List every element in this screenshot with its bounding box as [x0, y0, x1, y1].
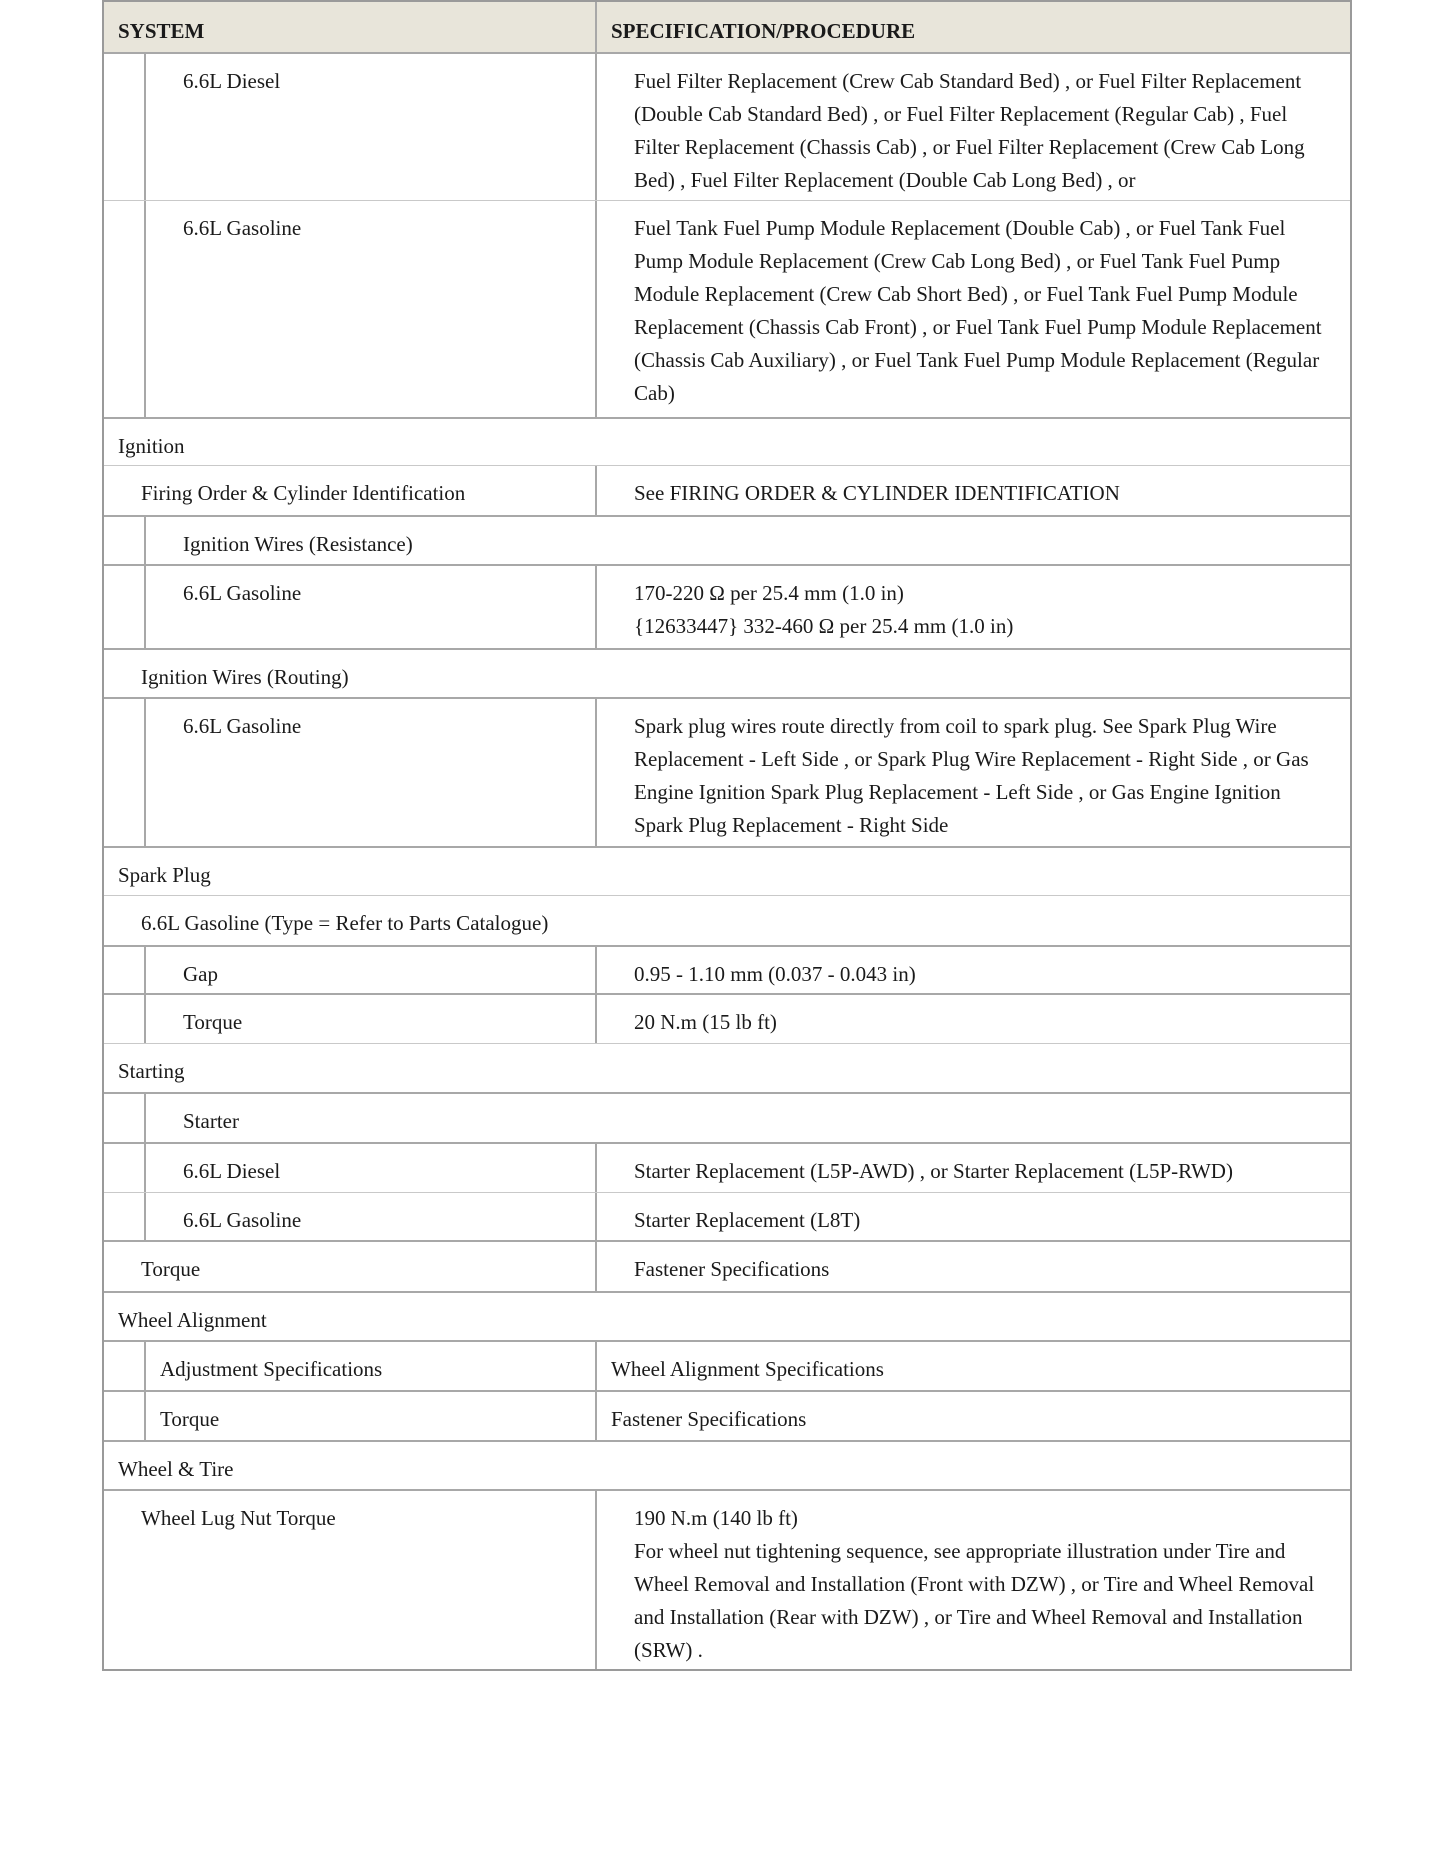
table-row: [104, 200, 1350, 417]
row-spec: 0.95 - 1.10 mm (0.037 - 0.043 in): [634, 962, 916, 986]
row-label: Firing Order & Cylinder Identification: [141, 481, 466, 505]
specification-table: [102, 0, 1352, 1671]
section-title: Wheel & Tire: [118, 1457, 234, 1481]
subsection-title: Ignition Wires (Resistance): [183, 532, 413, 556]
row-spec: Starter Replacement (L8T): [634, 1208, 861, 1232]
table-row: [104, 1390, 1350, 1440]
table-row: [104, 1142, 1350, 1192]
section-row: [104, 846, 1350, 895]
subsection-row: [104, 515, 1350, 564]
table-row: [104, 52, 1350, 200]
section-row: [104, 1291, 1350, 1340]
table-row: [104, 1489, 1350, 1669]
row-label: 6.6L Gasoline: [183, 581, 302, 605]
table-row: [104, 1340, 1350, 1390]
table-row: [104, 564, 1350, 648]
row-label: Wheel Lug Nut Torque: [141, 1506, 336, 1530]
table-row: [104, 465, 1350, 515]
table-row: [104, 1192, 1350, 1240]
row-spec: See FIRING ORDER & CYLINDER IDENTIFICATION: [634, 481, 1120, 505]
row-spec: Wheel Alignment Specifications: [611, 1357, 884, 1381]
subsection-title: Ignition Wires (Routing): [141, 665, 349, 689]
row-spec: 190 N.m (140 lb ft) For wheel nut tightening sequence, see appropriate illustration under Tire and Wheel Removal and Installation (Front with DZW) , or Tire and Wheel Removal and Installation (Rear with DZW) , or Tire and Wheel Removal and Installation (SRW) .: [634, 1506, 1315, 1662]
header-spec: SPECIFICATION/PROCEDURE: [611, 19, 916, 43]
section-row: [104, 417, 1350, 465]
table-row: [104, 1240, 1350, 1291]
section-title: Wheel Alignment: [118, 1308, 267, 1332]
section-title: Spark Plug: [118, 863, 211, 887]
row-label: 6.6L Diesel: [183, 1159, 281, 1183]
row-spec: Starter Replacement (L5P-AWD) , or Starter Replacement (L5P-RWD): [634, 1159, 1233, 1183]
row-label: Torque: [160, 1407, 220, 1431]
row-label: 6.6L Gasoline: [183, 1208, 302, 1232]
row-spec: Fastener Specifications: [611, 1407, 807, 1431]
subsection-title: 6.6L Gasoline (Type = Refer to Parts Catalogue): [141, 911, 549, 935]
row-spec: Fastener Specifications: [634, 1257, 830, 1281]
row-label: Gap: [183, 962, 218, 986]
row-spec: Fuel Tank Fuel Pump Module Replacement (Double Cab) , or Fuel Tank Fuel Pump Module Replacement (Crew Cab Long Bed) , or Fuel Tank Fuel Pump Module Replacement (Crew Cab Short Bed) , or Fuel Tank Fuel Pump Module Replacement (Chassis Cab Front) , or Fuel Tank Fuel Pump Module Replacement (Chassis Cab Auxiliary) , or Fuel Tank Fuel Pump Module Replacement (Regular Cab): [634, 216, 1322, 405]
subsection-row: [104, 895, 1350, 945]
subsection-row: [104, 1092, 1350, 1142]
row-label: Adjustment Specifications: [160, 1357, 383, 1381]
section-title: Starting: [118, 1059, 185, 1083]
row-label: 6.6L Gasoline: [183, 714, 302, 738]
section-row: [104, 1440, 1350, 1489]
row-spec: 20 N.m (15 lb ft): [634, 1010, 777, 1034]
row-spec: Spark plug wires route directly from coil to spark plug. See Spark Plug Wire Replacement - Left Side , or Spark Plug Wire Replacement - Right Side , or Gas Engine Ignition Spark Plug Replacement - Left Side , or Gas Engine Ignition Spark Plug Replacement - Right Side: [634, 714, 1309, 837]
row-label: 6.6L Gasoline: [183, 216, 302, 240]
section-title: Ignition: [118, 434, 185, 458]
row-spec: Fuel Filter Replacement (Crew Cab Standard Bed) , or Fuel Filter Replacement (Double Cab Standard Bed) , or Fuel Filter Replacement (Regular Cab) , Fuel Filter Replacement (Chassis Cab) , or Fuel Filter Replacement (Crew Cab Long Bed) , Fuel Filter Replacement (Double Cab Long Bed) , or: [634, 69, 1305, 192]
subsection-row: [104, 648, 1350, 697]
row-label: 6.6L Diesel: [183, 69, 281, 93]
table-row: [104, 697, 1350, 846]
table-row: [104, 993, 1350, 1043]
row-label: Torque: [183, 1010, 243, 1034]
table-header: [104, 2, 1350, 52]
table-row: [104, 945, 1350, 993]
row-label: Torque: [141, 1257, 201, 1281]
subsection-title: Starter: [183, 1109, 239, 1133]
section-row: [104, 1043, 1350, 1092]
header-system: SYSTEM: [118, 19, 205, 43]
row-spec: 170-220 Ω per 25.4 mm (1.0 in) {12633447} 332-460 Ω per 25.4 mm (1.0 in): [634, 581, 1014, 638]
